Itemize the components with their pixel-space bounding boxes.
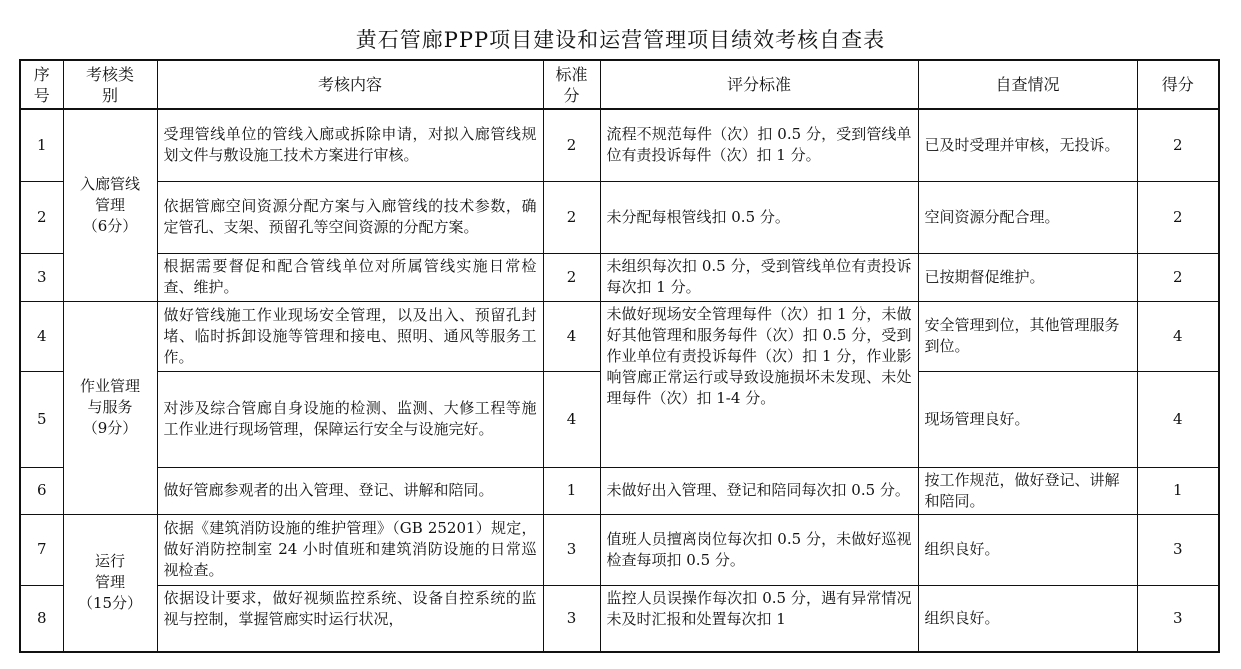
- category-operation-service: 作业管理 与服务 （9分）: [63, 301, 157, 514]
- row-index: 7: [20, 514, 63, 585]
- row-criteria: 未做好现场安全管理每件（次）扣 1 分，未做好其他管理和服务每件（次）扣 0.5 分，受到作业单位有责投诉每件（次）扣 1 分，作业影响管廊正常运行或导致设施损坏未发现、未处理每件（次）扣 1-4 分。: [600, 301, 918, 467]
- row-self-check: 现场管理良好。: [918, 371, 1137, 467]
- row-score: 2: [1137, 253, 1219, 301]
- assessment-table: [19, 59, 1220, 653]
- row-standard-score: 2: [543, 181, 600, 253]
- row-content: 依据设计要求，做好视频监控系统、设备自控系统的监视与控制，掌握管廊实时运行状况，: [157, 585, 543, 652]
- row-index: 4: [20, 301, 63, 371]
- page-title: 黄石管廊PPP项目建设和运营管理项目绩效考核自查表: [355, 28, 886, 52]
- header-criteria: 评分标准: [600, 60, 918, 109]
- row-self-check: 安全管理到位，其他管理服务到位。: [918, 301, 1137, 371]
- row-index: 8: [20, 585, 63, 652]
- row-score: 4: [1137, 371, 1219, 467]
- row-score: 4: [1137, 301, 1219, 371]
- row-score: 1: [1137, 467, 1219, 514]
- row-standard-score: 1: [543, 467, 600, 514]
- row-content: 依据管廊空间资源分配方案与入廊管线的技术参数，确定管孔、支架、预留孔等空间资源的分配方案。: [157, 181, 543, 253]
- header-standard-score: 标准分: [543, 60, 600, 109]
- row-index: 1: [20, 109, 63, 181]
- row-criteria: 监控人员误操作每次扣 0.5 分，遇有异常情况未及时汇报和处置每次扣 1: [600, 585, 918, 652]
- row-score: 2: [1137, 181, 1219, 253]
- table-row: [20, 585, 1219, 652]
- row-standard-score: 4: [543, 371, 600, 467]
- row-index: 6: [20, 467, 63, 514]
- row-standard-score: 2: [543, 253, 600, 301]
- row-standard-score: 3: [543, 585, 600, 652]
- table-row: [20, 253, 1219, 301]
- row-criteria: 未做好出入管理、登记和陪同每次扣 0.5 分。: [600, 467, 918, 514]
- row-index: 2: [20, 181, 63, 253]
- row-content: 依据《建筑消防设施的维护管理》（GB 25201）规定，做好消防控制室 24 小时值班和建筑消防设施的日常巡视检查。: [157, 514, 543, 585]
- category-operation-management: 运行 管理 （15分）: [63, 514, 157, 652]
- row-criteria: 流程不规范每件（次）扣 0.5 分，受到管线单位有责投诉每件（次）扣 1 分。: [600, 109, 918, 181]
- row-self-check: 组织良好。: [918, 585, 1137, 652]
- row-content: 根据需要督促和配合管线单位对所属管线实施日常检查、维护。: [157, 253, 543, 301]
- row-criteria: 值班人员擅离岗位每次扣 0.5 分，未做好巡视检查每项扣 0.5 分。: [600, 514, 918, 585]
- table-row: [20, 109, 1219, 181]
- row-self-check: 已按期督促维护。: [918, 253, 1137, 301]
- row-criteria: 未分配每根管线扣 0.5 分。: [600, 181, 918, 253]
- table-row: [20, 514, 1219, 585]
- header-content: 考核内容: [157, 60, 543, 109]
- row-self-check: 按工作规范，做好登记、讲解和陪同。: [918, 467, 1137, 514]
- row-standard-score: 4: [543, 301, 600, 371]
- header-score: 得分: [1137, 60, 1219, 109]
- row-score: 3: [1137, 585, 1219, 652]
- row-score: 2: [1137, 109, 1219, 181]
- row-standard-score: 2: [543, 109, 600, 181]
- header-category: 考核类别: [63, 60, 157, 109]
- row-content: 做好管线施工作业现场安全管理，以及出入、预留孔封堵、临时拆卸设施等管理和接电、照明、通风等服务工作。: [157, 301, 543, 371]
- category-pipeline-management: 入廊管线 管理 （6分）: [63, 109, 157, 301]
- row-index: 5: [20, 371, 63, 467]
- table-row: [20, 181, 1219, 253]
- row-content: 做好管廊参观者的出入管理、登记、讲解和陪同。: [157, 467, 543, 514]
- header-index: 序号: [20, 60, 63, 109]
- table-row: [20, 467, 1219, 514]
- row-self-check: 已及时受理并审核，无投诉。: [918, 109, 1137, 181]
- row-index: 3: [20, 253, 63, 301]
- row-content: 对涉及综合管廊自身设施的检测、监测、大修工程等施工作业进行现场管理，保障运行安全与设施完好。: [157, 371, 543, 467]
- row-standard-score: 3: [543, 514, 600, 585]
- row-self-check: 空间资源分配合理。: [918, 181, 1137, 253]
- header-row: [20, 60, 1219, 109]
- row-self-check: 组织良好。: [918, 514, 1137, 585]
- row-content: 受理管线单位的管线入廊或拆除申请，对拟入廊管线规划文件与敷设施工技术方案进行审核。: [157, 109, 543, 181]
- row-criteria: 未组织每次扣 0.5 分，受到管线单位有责投诉每次扣 1 分。: [600, 253, 918, 301]
- header-self-check: 自查情况: [918, 60, 1137, 109]
- table-row: [20, 301, 1219, 371]
- row-score: 3: [1137, 514, 1219, 585]
